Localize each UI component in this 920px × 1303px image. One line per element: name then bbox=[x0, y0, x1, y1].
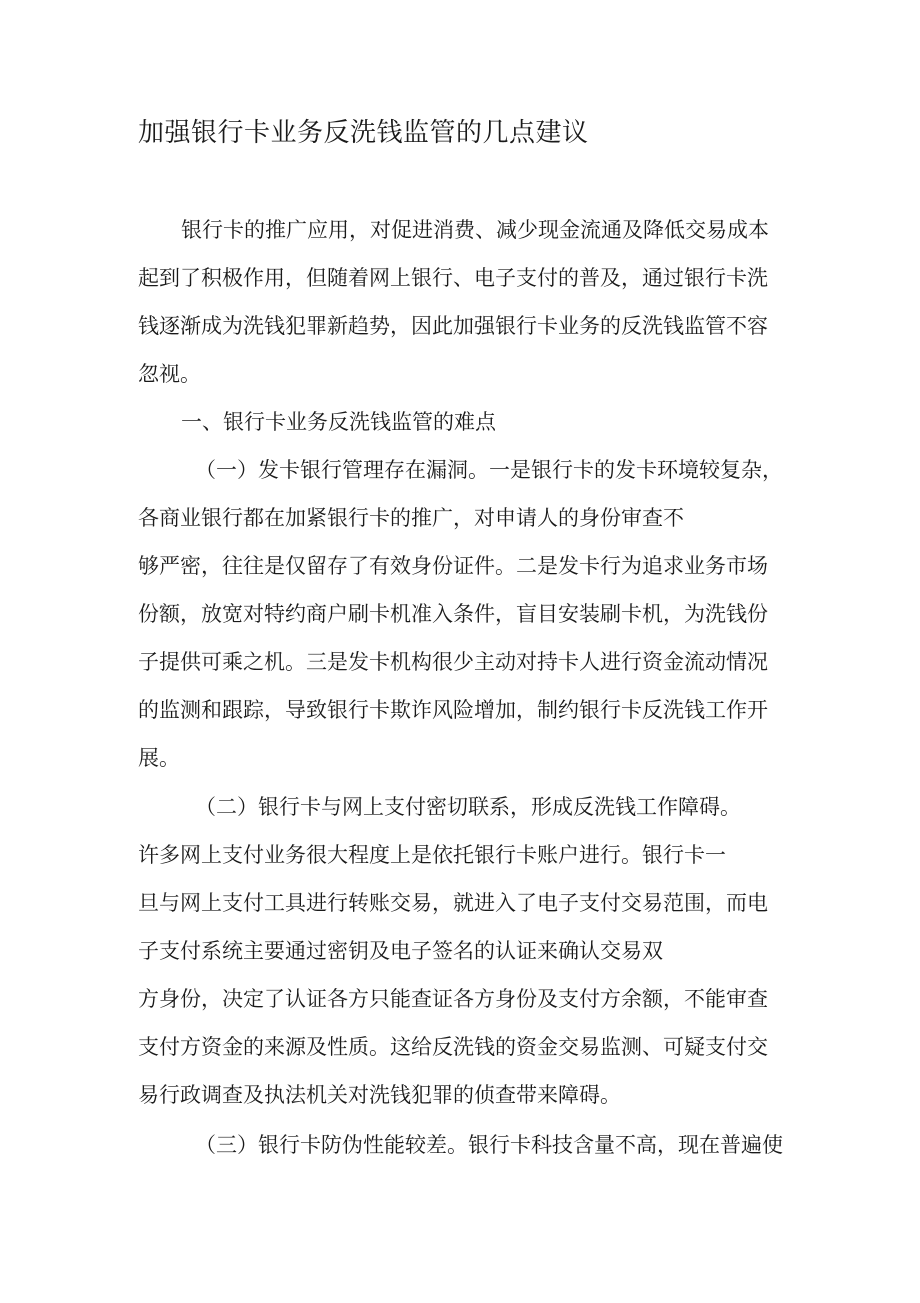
body-line: （二）银行卡与网上支付密切联系，形成反洗钱工作障碍。 bbox=[195, 795, 741, 819]
body-line: 银行卡的推广应用，对促进消费、减少现金流通及降低交易成本 bbox=[181, 218, 769, 242]
body-line: 的监测和跟踪，导致银行卡欺诈风险增加，制约银行卡反洗钱工作开 bbox=[138, 698, 768, 722]
body-line: （一）发卡银行管理存在漏洞。一是银行卡的发卡环境较复杂， bbox=[195, 458, 783, 482]
body-line: 支付方资金的来源及性质。这给反洗钱的资金交易监测、可疑支付交 bbox=[138, 1035, 768, 1059]
body-line: 够严密，往往是仅留存了有效身份证件。二是发卡行为追求业务市场 bbox=[138, 554, 768, 578]
body-line: 方身份，决定了认证各方只能查证各方身份及支付方余额，不能审查 bbox=[138, 987, 768, 1011]
body-line: 份额，放宽对特约商户刷卡机准入条件，盲目安装刷卡机，为洗钱份 bbox=[138, 602, 768, 626]
body-line: 展。 bbox=[138, 746, 180, 770]
body-line: 易行政调查及执法机关对洗钱犯罪的侦查带来障碍。 bbox=[138, 1083, 621, 1107]
document-title: 加强银行卡业务反洗钱监管的几点建议 bbox=[138, 118, 589, 148]
body-line: 忽视。 bbox=[138, 362, 201, 386]
body-line: 起到了积极作用，但随着网上银行、电子支付的普及，通过银行卡洗 bbox=[138, 266, 768, 290]
body-line: 子支付系统主要通过密钥及电子签名的认证来确认交易双 bbox=[138, 939, 663, 963]
body-line: 各商业银行都在加紧银行卡的推广，对申请人的身份审查不 bbox=[138, 506, 684, 530]
section-heading: 一、银行卡业务反洗钱监管的难点 bbox=[181, 410, 496, 434]
body-line: 子提供可乘之机。三是发卡机构很少主动对持卡人进行资金流动情况 bbox=[138, 650, 768, 674]
body-line: 钱逐渐成为洗钱犯罪新趋势，因此加强银行卡业务的反洗钱监管不容 bbox=[138, 314, 768, 338]
body-line: 许多网上支付业务很大程度上是依托银行卡账户进行。银行卡一 bbox=[138, 843, 726, 867]
body-line: （三）银行卡防伪性能较差。银行卡科技含量不高，现在普遍使 bbox=[195, 1133, 783, 1157]
body-line: 旦与网上支付工具进行转账交易，就进入了电子支付交易范围，而电 bbox=[138, 891, 768, 915]
